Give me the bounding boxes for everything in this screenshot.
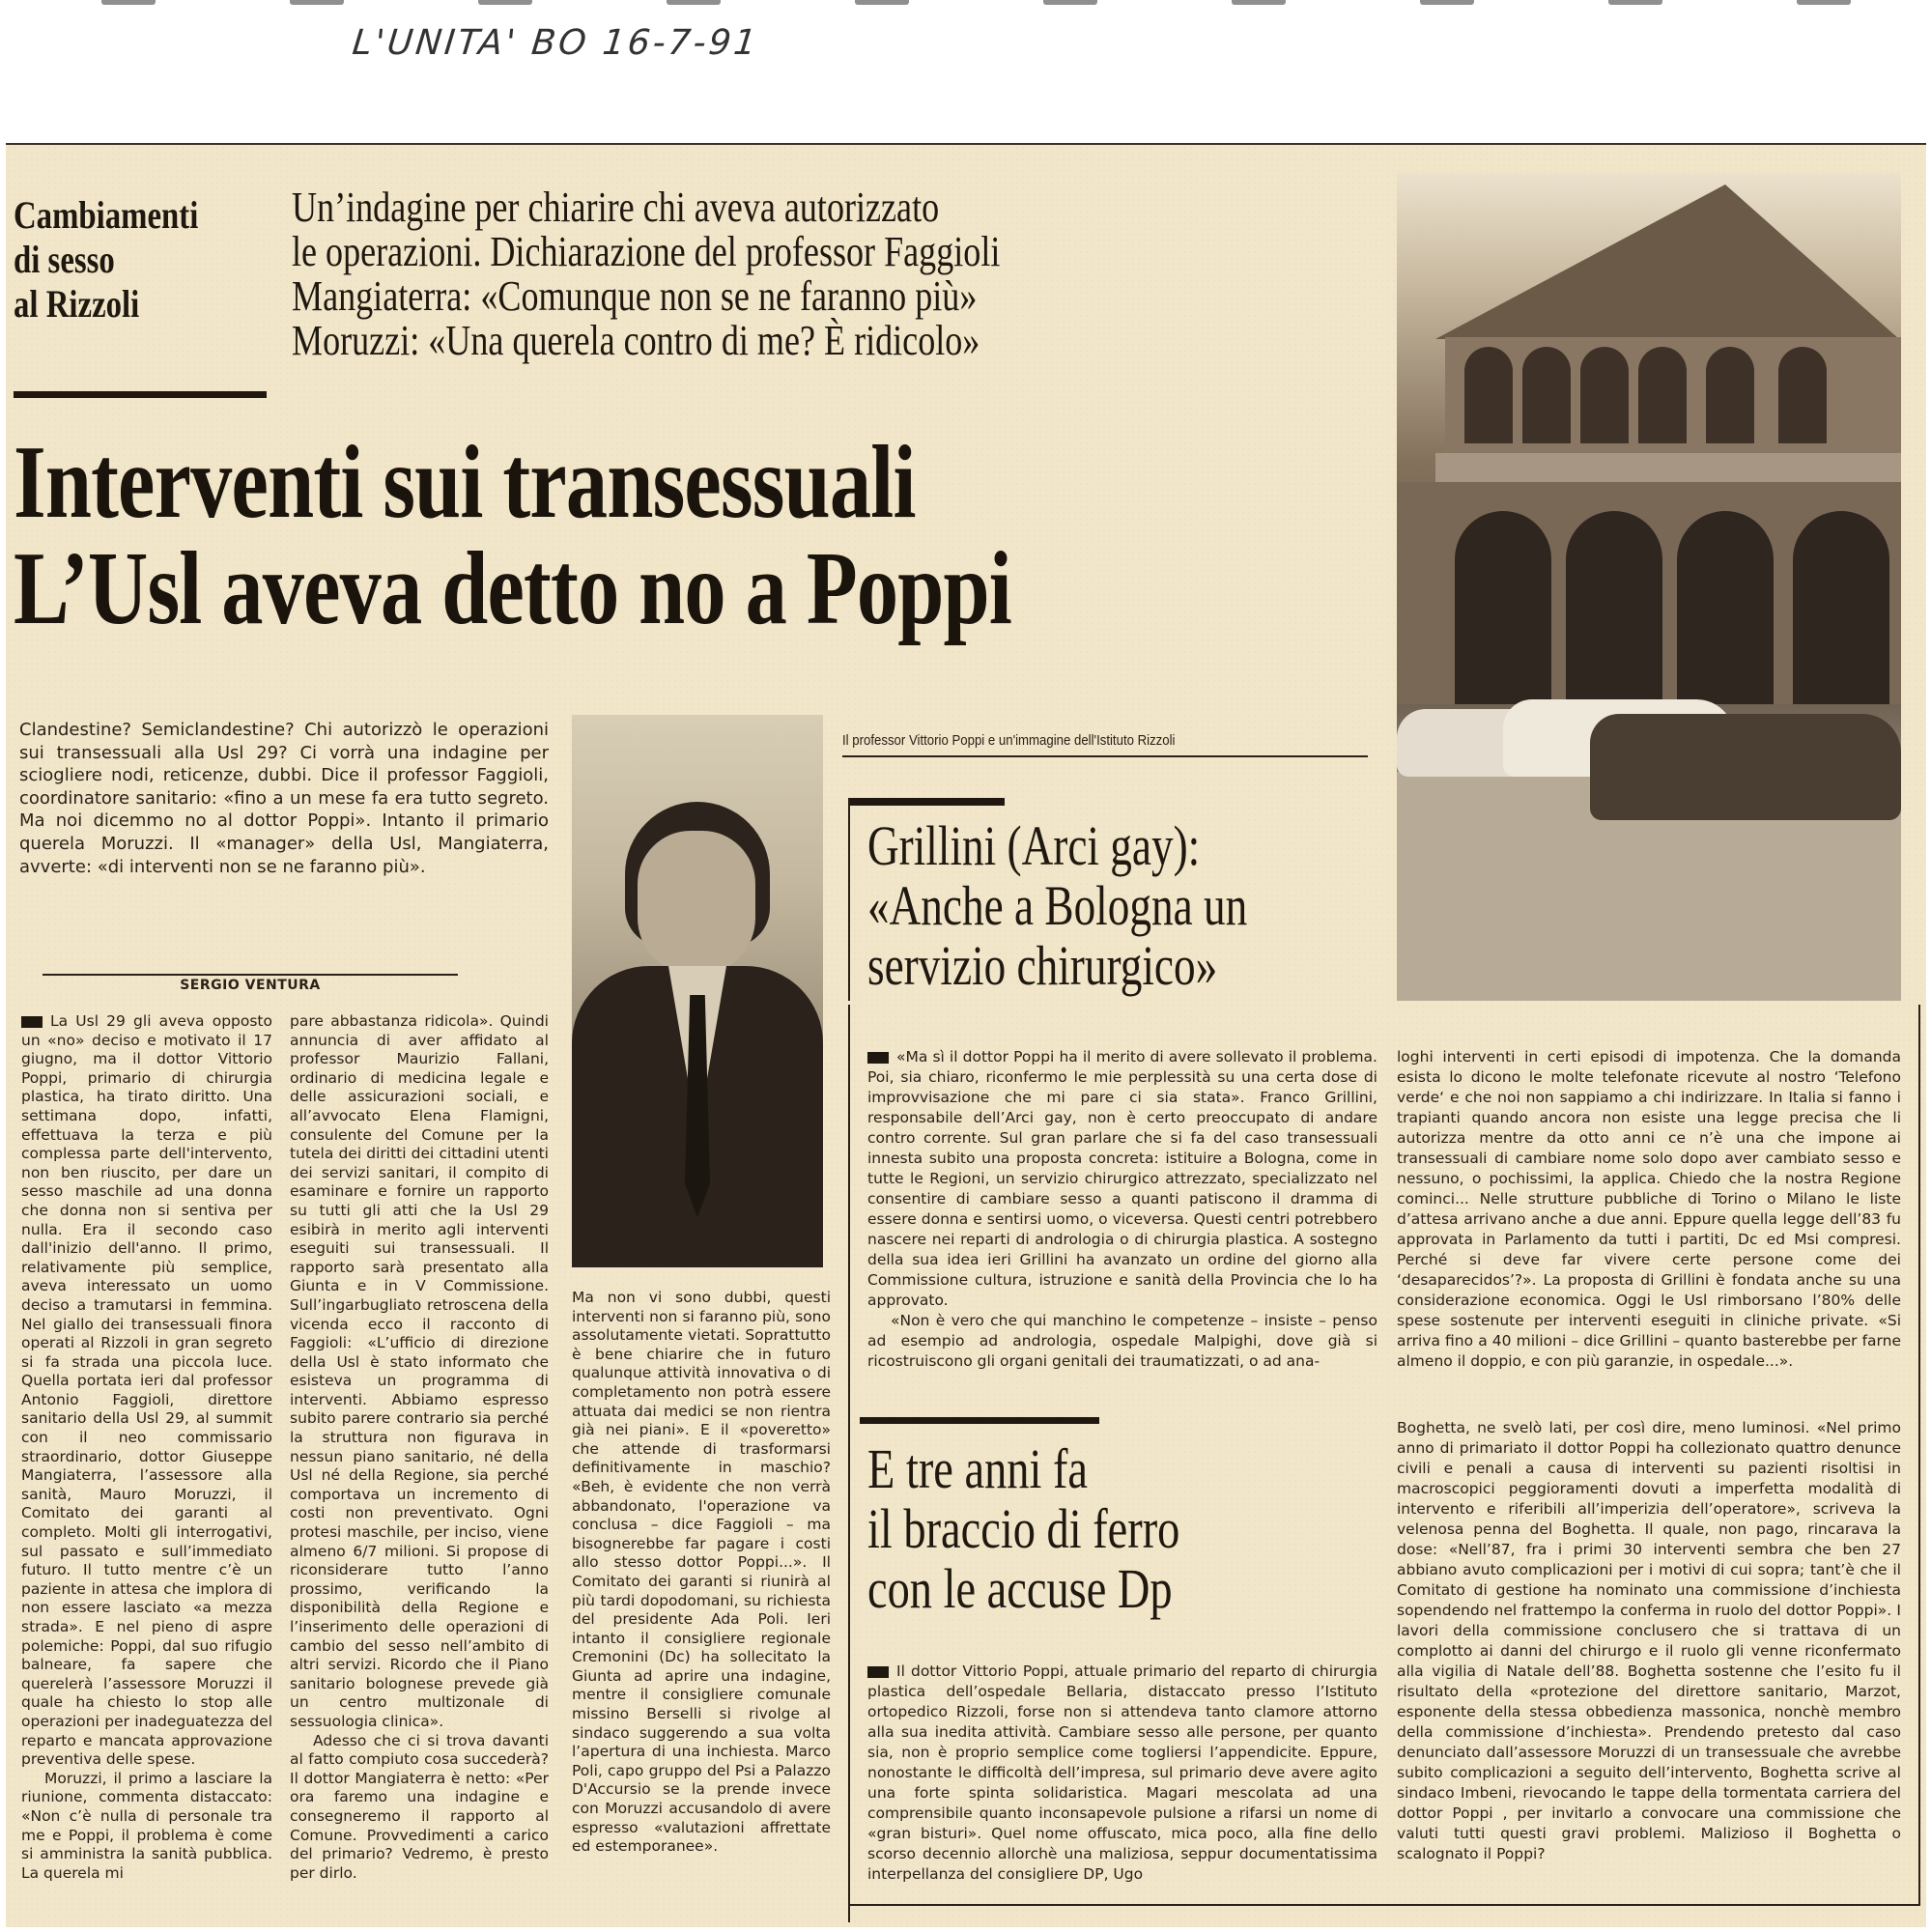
headline-line: Interventi sui transessuali bbox=[14, 425, 916, 540]
photo-caption: Il professor Vittorio Poppi e un'immagine dell'Istituto Rizzoli bbox=[842, 732, 1176, 749]
byline: SERGIO VENTURA bbox=[180, 978, 321, 993]
sidebar-left-rule bbox=[848, 798, 850, 1001]
article-column-2 bbox=[290, 1012, 549, 1883]
scan-edge-dash bbox=[478, 0, 532, 5]
scan-edge-dash bbox=[1608, 0, 1662, 5]
scan-edge-dash bbox=[667, 0, 721, 5]
subheadline-line: Moruzzi: «Una querela contro di me? È ridicolo» bbox=[292, 317, 980, 364]
sidebar-grillini-text bbox=[867, 1047, 1377, 1372]
sidebar-dp-text bbox=[867, 1662, 1377, 1885]
subheadline-line: Un’indagine per chiarire chi aveva autorizzato bbox=[292, 184, 940, 231]
kicker-line: al Rizzoli bbox=[14, 282, 140, 326]
article-paragraph: pare abbastanza ridicola». Quindi annuncia di aver affidato al professor Maurizio Fallani, ordinario di medicina legale e delle assicurazioni sociali, e all’avvocato Elena Flamigni, consulente del Comune per la tutela dei diritti dei cittadini utenti dei servizi sanitari, il compito di esaminare e fornire un rapporto su tutti gli atti che la Usl 29 esibirà in merito agli interventi eseguiti sui transessuali. Il rapporto sarà presentato alla Giunta e in V Commissione. Sull’ingarbugliato retroscena della vicenda ecco il racconto di Faggioli: «L’ufficio di direzione della Usl è stato informato che esisteva un programma di interventi. Abbiamo espresso subito parere contrario sia perché la struttura non figurava in nessun piano sanitario, né della Usl né della Regione, sia perché comportava un incremento di costi non preventivato. Ogni protesi maschile, per inciso, viene almeno 6/7 milioni. Si propose di riconsiderare tutto l’anno prossimo, verificando la disponibilità della Regione e l’inserimento delle operazioni di cambio del sesso nell’ambito di altri servizi. Ricordo che il Piano sanitario bolognese prevede già un centro multizonale di sessuologia clinica». bbox=[290, 1012, 549, 1730]
loggia-arch bbox=[1464, 347, 1513, 443]
kicker-line: di sesso bbox=[14, 238, 115, 281]
loggia-arch bbox=[1778, 347, 1827, 443]
loggia-arch bbox=[1638, 347, 1687, 443]
article-paragraph: loghi interventi in certi episodi di impotenza. Che la domanda esista lo dicono le molte telefonate ricevute al nostro ‘Telefono verde‘ e che noi non sappiamo a chi indirizzare. In Italia si fanno i trapianti quando ancora non esiste una legge precisa che li autorizza mentre da otto anni ce n’è una che impone ai transessuali di cambiare nome solo dopo aver cambiato sesso e nessuno, o pochissimi, la applica. Chiedo che la nostra Regione cominci... Nelle strutture pubbliche di Torino o Milano le liste d’attesa arrivano anche a due anni. Eppure quella legge dell’83 fu approvata in Parlamento da tutti i partiti, Dc ed Msi compresi. Perché si deve far vivere certe persone come dei ‘desaparecidos’?». La proposta di Grillini è fondata anche su una considerazione economica. Oggi le Usl rimborsano l’80% delle spese sostenute per interventi eseguiti in cliniche private. «Si arriva fino a 40 milioni – dice Grillini – quanto basterebbe per farne almeno il doppio, e con più garanzie, in ospedale...». bbox=[1397, 1048, 1901, 1370]
article-column-3 bbox=[572, 1289, 831, 1857]
article-paragraph: Moruzzi, il primo a lasciare la riunione, commenta distaccato: «Non c’è nulla di personale tra me e Poppi, il problema è come si amministra la sanità pubblica. La querela mi bbox=[21, 1769, 272, 1882]
subheadline-line: Mangiaterra: «Comunque non se ne faranno più» bbox=[292, 272, 978, 320]
scan-edge-dash bbox=[1043, 0, 1097, 5]
subheadline bbox=[292, 185, 1242, 363]
sidebar-rule bbox=[848, 798, 1005, 806]
building-roof bbox=[1435, 185, 1899, 339]
lede-paragraph: Clandestine? Semiclandestine? Chi autorizzò le operazioni sui transessuali alla Usl 29? Ci vorrà una indagine per sciogliere nodi, reticenze, dubbi. Dice il professor Faggioli, coordinatore sanitario: «fino a un mese fa era tutto segreto. Ma noi dicemmo no al dottor Poppi». Intanto il primario querela Moruzzi. Il «manager» della Usl, Mangiaterra, avverte: «di interventi non se ne faranno più». bbox=[19, 720, 549, 877]
scan-edge-dash bbox=[855, 0, 909, 5]
building-cornice bbox=[1435, 453, 1901, 482]
scan-edge-dash bbox=[101, 0, 156, 5]
portico-arch bbox=[1455, 511, 1551, 704]
kicker-rule bbox=[14, 391, 267, 398]
sidebar-bottom-rule bbox=[848, 1904, 1920, 1906]
parked-car bbox=[1590, 714, 1901, 820]
headline-line: «Anche a Bologna un bbox=[867, 874, 1248, 937]
article-paragraph: La Usl 29 gli aveva opposto un «no» deciso e motivato il 17 giugno, ma il dottor Vittorio Poppi, primario di chirurgia plastica, ha tirato diritto. Una settimana dopo, infatti, effettuava la terza e più complessa parte dell'intervento, non ben riuscito, per dare un sesso maschile ad una donna che donna non si sentiva per nulla. Era il secondo caso dall'inizio dell'anno. Il primo, relativamente più semplice, aveva interessato un uomo deciso a tramutarsi in femmina. Nel giallo dei transessuali finora operati al Rizzoli in gran segreto si fa strada una piccola luce. Quella portata ieri dal professor Antonio Faggioli, direttore sanitario della Usl 29, al summit con il neo commissario straordinario, dottor Giuseppe Mangiaterra, l’assessore alla sanità, Mauro Moruzzi, il Comitato dei garanti al completo. Molti gli interrogativi, sul passato e sull’immediato futuro. Il tutto mentre c’è un paziente in attesa che implora di non essere lasciato «a mezza strada». E nel pieno di aspre polemiche: Poppi, dal suo rifugio balneare, fa sapere che querelerà l’assessore Moruzzi il quale ha chiesto lo stop alle operazioni per inadeguatezza del reparto e mancata approvazione preventiva delle spese. bbox=[21, 1012, 272, 1769]
portico-arch bbox=[1677, 511, 1774, 704]
subheadline-line: le operazioni. Dichiarazione del professor Faggioli bbox=[292, 228, 1001, 275]
sidebar-dp-continued bbox=[1397, 1418, 1901, 1864]
paragraph-marker-icon bbox=[867, 1052, 889, 1064]
sidebar-dp-headline bbox=[867, 1439, 1269, 1619]
article-column-1 bbox=[21, 1012, 272, 1883]
article-paragraph: Boghetta, ne svelò lati, per così dire, meno luminosi. «Nel primo anno di primariato il dottor Poppi ha collezionato quattro denunce civili e penali a causa di interventi su pazienti risoltisi in macroscopici peggioramenti dovuti a imperfetta modalità di intervento e riferibili all’imperizia dell’operatore», scriveva la velenosa penna del Boghetta. Il quale, non pago, rincarava la dose: «Nell’87, fra i primi 30 interventi sembra che ben 27 abbiano avuto complicazioni per i motivi di cui sopra; tant’è che il Comitato di gestione ha nominato una commissione d’inchiesta sopendendo nel frattempo la conferma in ruolo del dottor Poppi». I lavori della commissione conclusero che si trattava di un complotto ai danni del chirurgo e il ruolo gli venne riconfermato alla vigilia di Natale dell’88. Boghetta sostenne che l’esito fu il risultato della «protezione del direttore sanitario, Marzot, esponente della stessa obbedienza massonica, nonchè membro della commissione d’inchiesta». Prendendo pretesto dal caso denunciato dall’assessore Moruzzi di un transessuale che avrebbe subito complicazioni a seguito dell’intervento, Boghetta scrive al sindaco Imbeni, rievocando le tappe della tormentata carriera del dottor Poppi , per invitarlo a convocare una commissione che valuti tutti questi gravi problemi. Malizioso il Boghetta o scalognato il Poppi? bbox=[1397, 1419, 1901, 1862]
headline-line: servizio chirurgico» bbox=[867, 934, 1218, 997]
photo-vittorio-poppi bbox=[572, 715, 823, 1267]
scan-edge-dash bbox=[290, 0, 344, 5]
paragraph-marker-icon bbox=[867, 1666, 889, 1678]
caption-rule bbox=[842, 755, 1368, 757]
kicker bbox=[14, 193, 219, 327]
loggia-arch bbox=[1580, 347, 1629, 443]
photo-istituto-rizzoli bbox=[1397, 173, 1901, 1001]
loggia-arch bbox=[1706, 347, 1754, 443]
article-paragraph: Adesso che ci si trova davanti al fatto compiuto cosa succederà? Il dottor Mangiaterra è netto: «Per ora faremo una indagine e consegneremo il rapporto al Comune. Provvedimenti a carico del primario? Vedremo, è presto per dirlo. bbox=[290, 1731, 549, 1882]
article-paragraph: «Ma sì il dottor Poppi ha il merito di avere sollevato il problema. Poi, sia chiaro, riconfermo le mie perplessità su una certa dose di improvvisazione che mi pare ci sia stata». Franco Grillini, responsabile dell’Arci gay, non è certo preoccupato di andare contro corrente. Sul gran parlare che si fa del caso transessuali innesta subito una proposta concreta: istituire a Bologna, come in tutte le Regioni, un servizio chirurgico attrezzato, specializzato nel consentire di cambiare sesso a quanti patiscono il dramma di essere donna e sentirsi uomo, o viceversa. Questi centri potrebbero nascere nei reparti di andrologia o di chirurgia plastica. A sostegno della sua idea ieri Grillini ha avanzato un ordine del giorno alla Commissione cultura, istruzione e sanità della Provincia che lo ha approvato. bbox=[867, 1048, 1377, 1309]
sidebar-rule bbox=[860, 1417, 1099, 1424]
sidebar-grillini-headline bbox=[867, 816, 1260, 996]
main-headline bbox=[14, 425, 1173, 646]
sidebar-grillini-continued bbox=[1397, 1047, 1901, 1372]
article-paragraph: «Non è vero che qui manchino le competenze – insiste – penso ad esempio ad andrologia, ospedale Malpighi, dove già si ricostruiscono gli organi genitali dei traumatizzati, o ad ana- bbox=[867, 1312, 1377, 1370]
portico-arch bbox=[1793, 511, 1889, 704]
kicker-line: Cambiamenti bbox=[14, 193, 199, 237]
scan-edge-dash bbox=[1232, 0, 1286, 5]
scan-edge-dash bbox=[1420, 0, 1474, 5]
portico-arch bbox=[1566, 511, 1662, 704]
paragraph-marker-icon bbox=[21, 1016, 43, 1028]
headline-line: L’Usl aveva detto no a Poppi bbox=[14, 531, 1011, 646]
scan-edge-dash bbox=[1797, 0, 1851, 5]
sidebar-right-rule bbox=[1918, 1005, 1920, 1905]
loggia-arch bbox=[1522, 347, 1571, 443]
handwritten-source-note: L'UNITA' BO 16-7-91 bbox=[350, 23, 761, 63]
sidebar-left-rule bbox=[848, 1005, 850, 1922]
article-paragraph: Ma non vi sono dubbi, questi interventi non si faranno più, sono assolutamente vietati. Soprattutto è bene chiarire che in futuro qualunque attività innovativa o di completamento non potrà essere attuata dai medici se non rientra già nei piani». E il «poveretto» che attende di trasformarsi definitivamente in maschio? «Beh, è evidente che non verrà abbandonato, l'operazione va conclusa – dice Faggioli – ma bisognerebbe far pagare i costi allo stesso dottor Poppi...». Il Comitato dei garanti si riunirà al più tardi dopodomani, su richiesta del presidente Ada Poli. Ieri intanto il consigliere regionale Cremonini (Dc) ha sollecitato la Giunta ad aprire una indagine, mentre il consigliere comunale missino Berselli si rivolge al sindaco suggerendo a sua volta l’apertura di una inchiesta. Marco Poli, capo gruppo del Psi a Palazzo D'Accursio se la prende invece con Moruzzi accusandolo di avere espresso «valutazioni affrettate ed estemporanee». bbox=[572, 1289, 831, 1856]
article-paragraph: Il dottor Vittorio Poppi, attuale primario del reparto di chirurgia plastica dell’ospedale Bellaria, distaccato presso l’Istituto ortopedico Rizzoli, forse non si attendeva tanto clamore attorno alla sua inedita attività. Cambiare sesso alle persone, per quanto sia, non è proprio semplice come togliersi l’appendicite. Eppure, nonostante le difficoltà dell’impresa, sul primario deve avere agito una forte spinta solidaristica. Magari mescolata ad una comprensibile quanto inconsapevole pulsione a rifarsi un nome di «gran bisturi». Quel nome offuscato, mica poco, alla fine dello scorso decennio allorchè una maliziosa, seppur documentatissima interpellanza del consigliere DP, Ugo bbox=[867, 1662, 1377, 1883]
headline-line: Grillini (Arci gay): bbox=[867, 814, 1201, 877]
portrait-face bbox=[638, 831, 755, 976]
byline-rule bbox=[43, 974, 458, 976]
headline-line: il braccio di ferro bbox=[867, 1497, 1180, 1560]
headline-line: con le accuse Dp bbox=[867, 1557, 1173, 1620]
headline-line: E tre anni fa bbox=[867, 1437, 1089, 1500]
